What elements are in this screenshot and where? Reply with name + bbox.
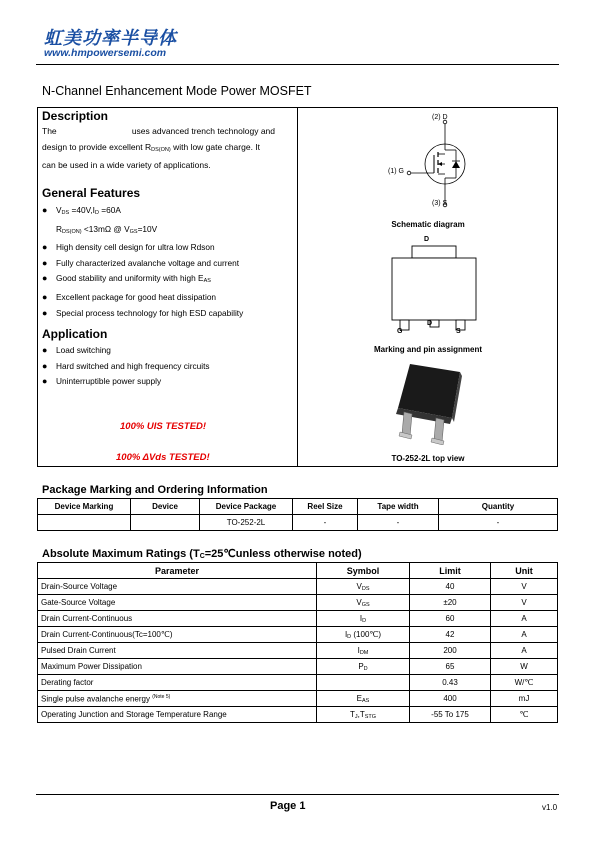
- package-view-caption: TO-252-2L top view: [391, 454, 465, 463]
- table-cell: ℃: [491, 707, 558, 723]
- table-cell: A: [491, 643, 558, 659]
- table-cell: 200: [410, 643, 491, 659]
- mosfet-schematic: [380, 112, 480, 212]
- table-header-cell: Quantity: [439, 499, 558, 515]
- list-item: ● $V_{DS} =40V,I_D =60A$: [42, 205, 121, 216]
- table-cell: V: [491, 579, 558, 595]
- table-cell: Operating Junction and Storage Temperature Range: [38, 707, 317, 723]
- page-number: Page 1: [270, 800, 306, 812]
- table-cell: $I_D$: [317, 611, 410, 627]
- table-cell: $T_J,T_{STG}$: [317, 707, 410, 723]
- table-cell: ±20: [410, 595, 491, 611]
- ratings-table: [37, 562, 558, 723]
- table-cell: [131, 515, 200, 531]
- marking-d-label: D: [427, 320, 433, 327]
- table-cell: Gate-Source Voltage: [38, 595, 317, 611]
- description-text: The uses advanced trench technology and design to provide excellent $R_{DS(ON)}$ with low gate charge. It can be used in a wide variety of applications.: [42, 126, 275, 170]
- table-row: [38, 659, 558, 675]
- dvds-tested-note: 100% ΔVds TESTED!: [116, 452, 210, 463]
- table-header-row: [38, 563, 558, 579]
- version-label: v1.0: [542, 803, 558, 812]
- table-header-cell: Symbol: [317, 563, 410, 579]
- marking-d-top-label: D: [424, 236, 430, 243]
- table-row: [38, 675, 558, 691]
- table-cell: TO-252-2L: [200, 515, 293, 531]
- table-cell: $V_{DS}$: [317, 579, 410, 595]
- table-cell: -: [358, 515, 439, 531]
- list-item: ● Fully characterized avalanche voltage and current: [42, 257, 240, 268]
- features-heading: General Features: [42, 186, 141, 200]
- table-cell: V: [491, 595, 558, 611]
- table-header-row: [38, 499, 558, 515]
- table-cell: W/℃: [491, 675, 558, 691]
- uis-tested-note: 100% UIS TESTED!: [120, 421, 207, 432]
- overview-column-divider: [297, 107, 298, 467]
- table-cell: 60: [410, 611, 491, 627]
- features-list: [42, 203, 292, 321]
- company-logo-text: 虹美功率半导体: [44, 28, 177, 49]
- table-header-cell: Limit: [410, 563, 491, 579]
- table-cell: Single pulse avalanche energy $^{(Note 5)}$: [38, 691, 317, 707]
- table-row: [38, 611, 558, 627]
- header-divider: [36, 64, 559, 65]
- table-header-cell: Unit: [491, 563, 558, 579]
- application-heading: Application: [42, 327, 108, 341]
- marking-g-label: G: [397, 328, 403, 335]
- table-header-cell: Device Package: [200, 499, 293, 515]
- marking-s-label: S: [456, 328, 461, 335]
- table-cell: $I_{DM}$: [317, 643, 410, 659]
- table-cell: 42: [410, 627, 491, 643]
- table-cell: 65: [410, 659, 491, 675]
- table-row: [38, 707, 558, 723]
- package-outline-drawing: [390, 234, 480, 344]
- company-url: www.hmpowersemi.com: [44, 47, 167, 59]
- table-cell: 40: [410, 579, 491, 595]
- list-item: ● Excellent package for good heat dissipation: [42, 291, 217, 302]
- pin-d-label: (2) D: [432, 114, 448, 121]
- table-cell: $I_D$ (100℃): [317, 627, 410, 643]
- table-cell: Drain Current-Continuous: [38, 611, 317, 627]
- pin-s-label: (3) S: [432, 200, 448, 207]
- application-list: [42, 343, 292, 390]
- table-cell: $P_D$: [317, 659, 410, 675]
- table-cell: Drain-Source Voltage: [38, 579, 317, 595]
- list-item: ● Hard switched and high frequency circuits: [42, 360, 210, 371]
- description-heading: Description: [42, 109, 109, 123]
- list-item: $R_{DS(ON)} <13m\Omega$ @ $V_{GS}=10V$: [56, 223, 158, 235]
- list-item: ● Special process technology for high ESD capability: [42, 307, 244, 318]
- document-title: N-Channel Enhancement Mode Power MOSFET: [42, 84, 312, 98]
- table-header-cell: Parameter: [38, 563, 317, 579]
- table-cell: Drain Current-Continuous(Tc=100℃): [38, 627, 317, 643]
- footer-divider: [36, 794, 559, 795]
- table-row: [38, 579, 558, 595]
- ordering-section-title: Package Marking and Ordering Information: [42, 484, 268, 496]
- table-row: [38, 595, 558, 611]
- table-header-cell: Tape width: [358, 499, 439, 515]
- table-cell: $V_{GS}$: [317, 595, 410, 611]
- table-header-cell: Reel Size: [293, 499, 358, 515]
- table-row: [38, 643, 558, 659]
- list-item: ● High density cell design for ultra low Rdson: [42, 242, 215, 253]
- list-item: ● Load switching: [42, 345, 111, 355]
- table-cell: A: [491, 627, 558, 643]
- to252-package-image: [390, 360, 470, 445]
- table-cell: -: [293, 515, 358, 531]
- table-row: [38, 627, 558, 643]
- pin-g-label: (1) G: [388, 168, 404, 175]
- ordering-table: [37, 498, 558, 531]
- table-header-cell: Device: [131, 499, 200, 515]
- table-cell: W: [491, 659, 558, 675]
- table-cell: -55 To 175: [410, 707, 491, 723]
- list-item: ● Uninterruptible power supply: [42, 376, 162, 387]
- marking-caption: Marking and pin assignment: [373, 345, 482, 354]
- table-cell: 0.43: [410, 675, 491, 691]
- table-row: [38, 515, 558, 531]
- table-cell: mJ: [491, 691, 558, 707]
- table-cell: Derating factor: [38, 675, 317, 691]
- table-cell: [317, 675, 410, 691]
- table-cell: Pulsed Drain Current: [38, 643, 317, 659]
- table-row: [38, 691, 558, 707]
- ratings-section-title: Absolute Maximum Ratings ($T_C=25℃unless$ otherwise noted): [42, 548, 362, 560]
- table-cell: Maximum Power Dissipation: [38, 659, 317, 675]
- schematic-caption: Schematic diagram: [391, 220, 465, 229]
- list-item: ● Good stability and uniformity with high $E_{AS}$: [42, 273, 211, 285]
- table-cell: A: [491, 611, 558, 627]
- table-cell: $E_{AS}$: [317, 691, 410, 707]
- table-cell: -: [439, 515, 558, 531]
- table-cell: 400: [410, 691, 491, 707]
- table-header-cell: Device Marking: [38, 499, 131, 515]
- table-cell: [38, 515, 131, 531]
